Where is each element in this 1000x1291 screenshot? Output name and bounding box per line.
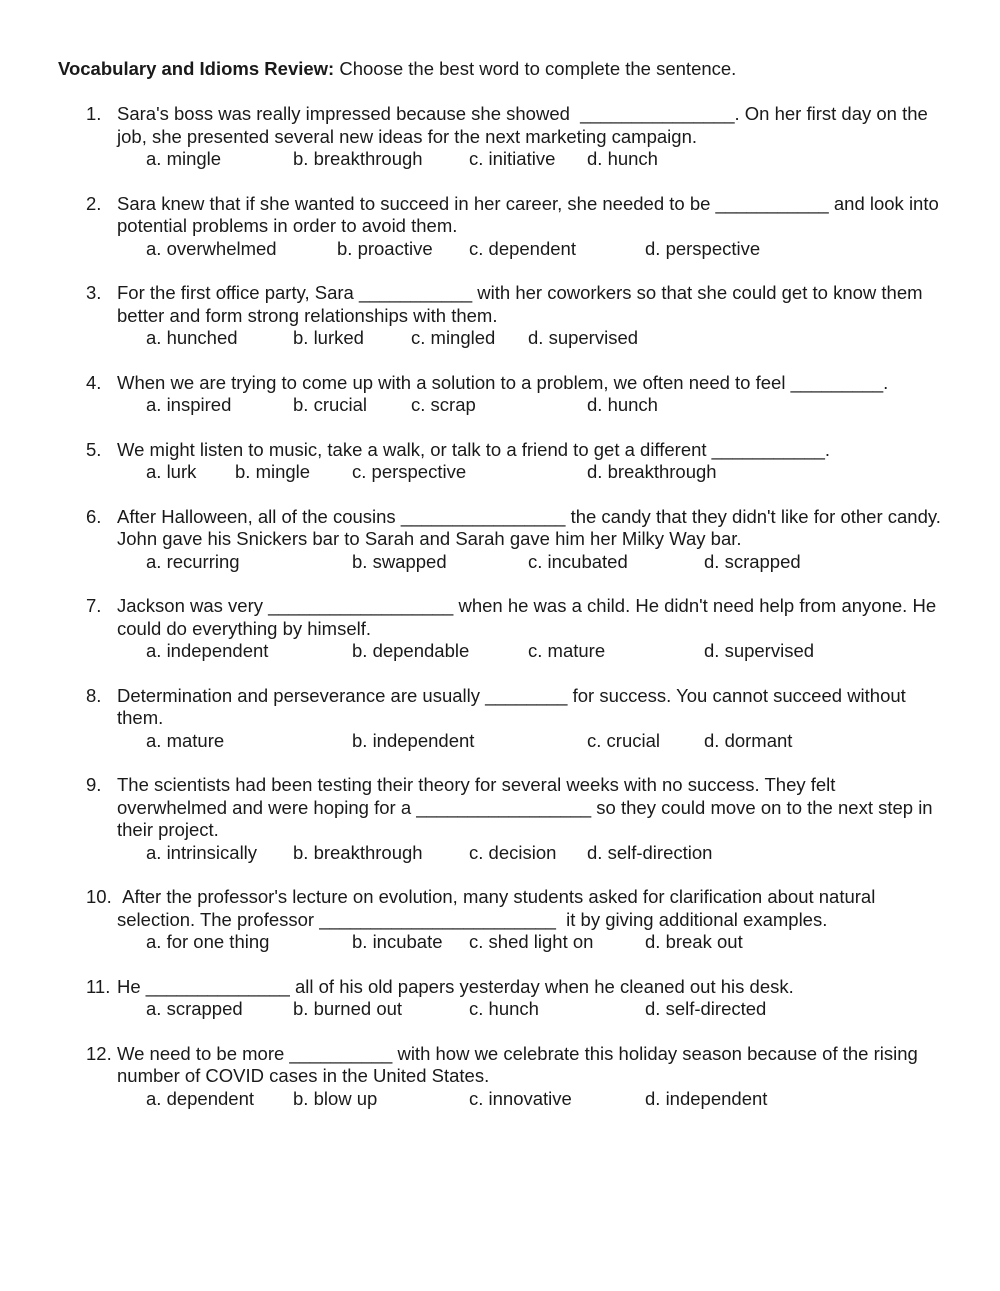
answer-option: d. break out: [645, 931, 743, 952]
question-item: [86, 193, 946, 261]
question-text: Jackson was very __________________ when he was a child. He didn't need help from anyone. He could do everything by himself.: [117, 595, 942, 639]
question-item: [86, 282, 946, 350]
answer-option: c. innovative: [469, 1087, 572, 1109]
answer-options: [117, 394, 946, 417]
worksheet-title: Vocabulary and Idioms Review:: [58, 58, 335, 79]
question-text: After Halloween, all of the cousins ________________ the candy that they didn't like for other candy. John gave his Snickers bar to Sarah and Sarah gave him her Milky Way bar.: [117, 505, 947, 549]
answer-option: d. breakthrough: [587, 461, 717, 482]
answer-option: b. burned out: [293, 998, 403, 1019]
answer-option: d. self-direction: [587, 841, 713, 863]
answer-options: [117, 931, 946, 954]
answer-option: c. shed light on: [469, 931, 594, 952]
question-number: 7.: [86, 595, 102, 616]
question-number: 9.: [86, 774, 102, 795]
answer-options: [117, 1088, 946, 1111]
question-text: He ______________ all of his old papers yesterday when he cleaned out his desk.: [117, 975, 794, 997]
answer-option: b. lurked: [293, 327, 364, 348]
question-number: 5.: [86, 438, 102, 460]
answer-options: [117, 551, 946, 574]
question-text: We need to be more __________ with how we celebrate this holiday season because of the rising number of COVID cases in the United States.: [117, 1042, 923, 1086]
answer-option: c. initiative: [469, 148, 556, 169]
answer-option: d. supervised: [528, 327, 639, 348]
answer-option: b. swapped: [352, 550, 447, 572]
answer-option: a. mature: [146, 729, 225, 751]
question-item: [86, 103, 946, 171]
question-item: [86, 685, 946, 753]
answer-option: a. hunched: [146, 327, 238, 348]
question-number: 8.: [86, 684, 102, 706]
question-item: [86, 886, 946, 954]
answer-option: d. independent: [645, 1087, 768, 1109]
question-number: 6.: [86, 505, 102, 527]
answer-option: c. hunch: [469, 998, 539, 1019]
answer-option: d. scrapped: [704, 550, 801, 572]
answer-option: b. dependable: [352, 640, 470, 661]
answer-option: a. dependent: [146, 1087, 255, 1109]
question-number: 1.: [86, 103, 102, 124]
answer-option: c. mature: [528, 640, 606, 661]
answer-options: [117, 842, 946, 865]
question-item: [86, 976, 946, 1021]
answer-options: [117, 461, 946, 484]
answer-option: c. crucial: [587, 729, 660, 751]
answer-option: a. mingle: [146, 148, 222, 169]
question-text: Sara's boss was really impressed because she showed _______________. On her first day on the job, she presented several new ideas for the next marketing campaign.: [117, 103, 933, 147]
answer-option: a. independent: [146, 640, 269, 661]
answer-option: d. hunch: [587, 394, 658, 415]
question-item: [86, 774, 946, 864]
answer-option: c. decision: [469, 841, 557, 863]
answer-option: a. overwhelmed: [146, 237, 277, 259]
worksheet-instruction: Choose the best word to complete the sentence.: [334, 58, 737, 79]
answer-option: c. dependent: [469, 237, 576, 259]
answer-option: b. independent: [352, 729, 475, 751]
answer-option: a. scrapped: [146, 998, 243, 1019]
question-text: We might listen to music, take a walk, or talk to a friend to get a different ___________.: [117, 438, 830, 460]
answer-option: a. lurk: [146, 461, 197, 482]
question-text: After the professor's lecture on evolution, many students asked for clarification about natural selection. The professor _______________________ it by giving additional examples.: [117, 886, 881, 930]
answer-option: b. breakthrough: [293, 841, 423, 863]
question-list: [86, 103, 946, 1132]
question-item: [86, 372, 946, 417]
answer-options: [117, 640, 946, 663]
question-text: The scientists had been testing their theory for several weeks with no success. They felt overwhelmed and were hoping for a _________________ so they could move on to the next step in their project.: [117, 774, 938, 840]
question-item: [86, 1043, 946, 1111]
answer-option: b. blow up: [293, 1087, 378, 1109]
answer-options: [117, 327, 946, 350]
answer-option: a. intrinsically: [146, 841, 258, 863]
answer-option: a. inspired: [146, 394, 232, 415]
answer-option: a. for one thing: [146, 931, 270, 952]
answer-options: [117, 238, 946, 261]
answer-option: a. recurring: [146, 550, 240, 572]
worksheet-header: [58, 58, 736, 81]
answer-options: [117, 998, 946, 1021]
answer-option: b. breakthrough: [293, 148, 423, 169]
question-item: [86, 506, 946, 574]
answer-option: c. mingled: [411, 327, 496, 348]
answer-option: b. crucial: [293, 394, 368, 415]
question-number: 4.: [86, 371, 102, 393]
answer-option: b. incubate: [352, 931, 443, 952]
question-text: When we are trying to come up with a solution to a problem, we often need to feel _________.: [117, 371, 889, 393]
question-number: 3.: [86, 282, 102, 303]
answer-option: c. incubated: [528, 550, 628, 572]
answer-option: b. proactive: [337, 237, 433, 259]
answer-option: d. hunch: [587, 148, 658, 169]
answer-options: [117, 730, 946, 753]
question-item: [86, 595, 946, 663]
answer-option: c. perspective: [352, 461, 467, 482]
answer-option: c. scrap: [411, 394, 476, 415]
answer-option: d. self-directed: [645, 998, 767, 1019]
question-text: Determination and perseverance are usually ________ for success. You cannot succeed without them.: [117, 684, 911, 728]
answer-options: [117, 148, 946, 171]
question-text: Sara knew that if she wanted to succeed in her career, she needed to be ___________ and look into potential problems in order to avoid them.: [117, 192, 944, 236]
question-number: 2.: [86, 192, 102, 214]
question-number: 11.: [86, 975, 111, 997]
answer-option: b. mingle: [235, 461, 311, 482]
question-item: [86, 439, 946, 484]
answer-option: d. perspective: [645, 237, 761, 259]
question-number: 12.: [86, 1042, 112, 1064]
answer-option: d. supervised: [704, 640, 815, 661]
answer-option: d. dormant: [704, 729, 793, 751]
question-number: 10.: [86, 886, 112, 907]
question-text: For the first office party, Sara ___________ with her coworkers so that she could get to know them better and form strong relationships with them.: [117, 282, 928, 326]
